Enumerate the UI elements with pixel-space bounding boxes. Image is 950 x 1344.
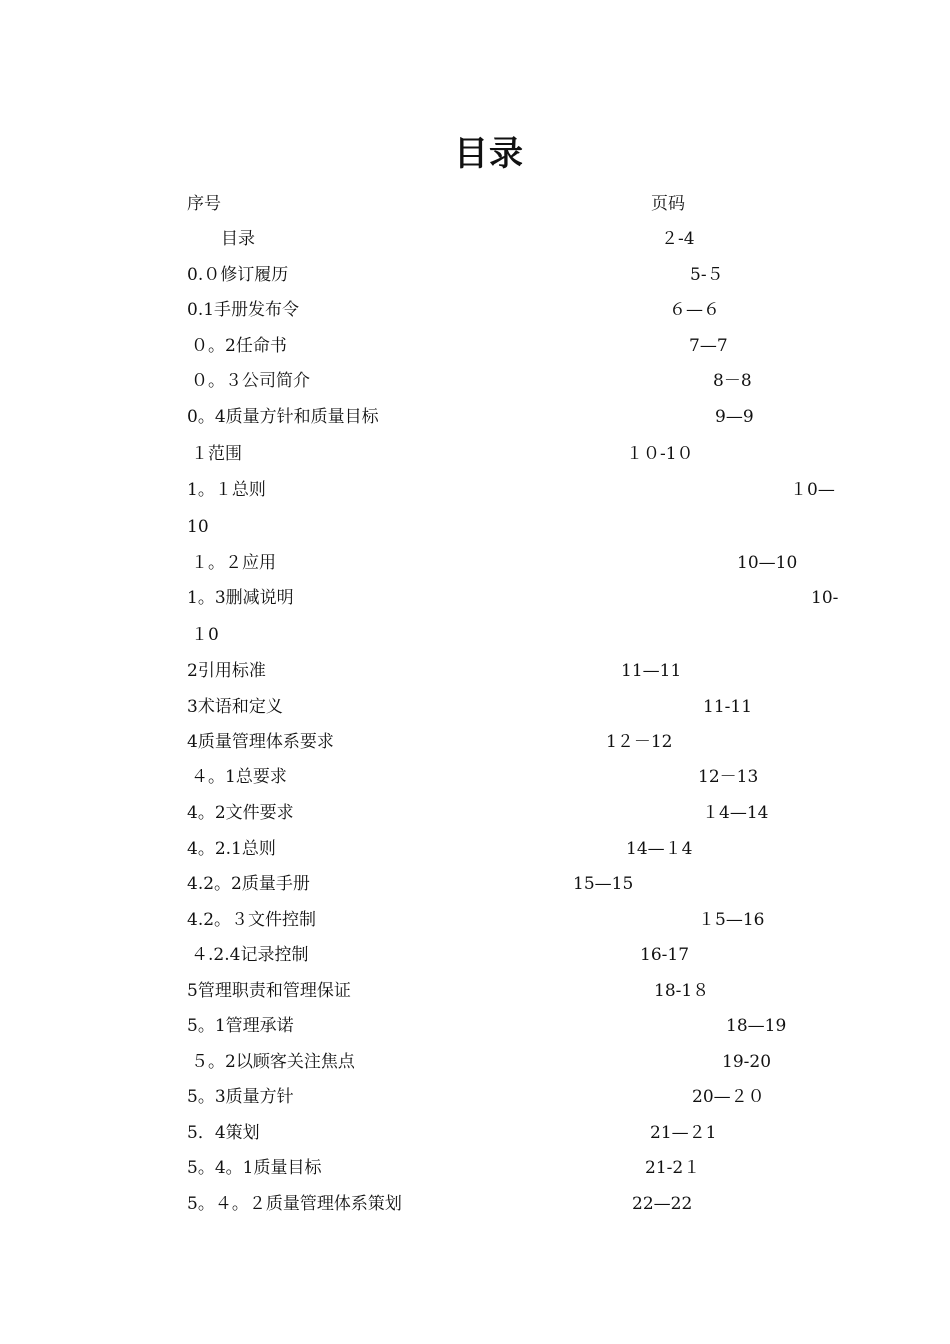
toc-entry-title: 5。3质量方针	[187, 1087, 294, 1107]
toc-entry-pages: 21-2１	[645, 1158, 701, 1178]
toc-entry	[0, 262, 950, 288]
toc-entry	[0, 477, 950, 503]
toc-entry	[0, 1013, 950, 1039]
toc-entry-pages: １0—	[790, 480, 835, 500]
toc-entry-title: 5．4策划	[187, 1123, 260, 1143]
toc-entry-title: １0	[191, 625, 219, 645]
toc-entry-pages: 8－8	[713, 371, 752, 391]
toc-entry-title: 3术语和定义	[187, 697, 283, 717]
toc-entry-pages: 10—10	[737, 553, 798, 573]
toc-entry	[0, 622, 950, 648]
toc-entry-title: ５。2以顾客关注焦点	[191, 1052, 355, 1072]
toc-entry-pages: 11—11	[621, 661, 682, 681]
header-title-col: 序号	[187, 194, 221, 214]
toc-entry	[0, 1049, 950, 1075]
toc-entry	[0, 764, 950, 790]
toc-entry-title: 0。4质量方针和质量目标	[187, 407, 379, 427]
toc-entry	[0, 658, 950, 684]
toc-entry-pages: 9—9	[715, 407, 754, 427]
toc-entry-pages: 15—15	[573, 874, 634, 894]
toc-entry-title: 4。2文件要求	[187, 803, 294, 823]
toc-entry-title: 5。4。1质量目标	[187, 1158, 322, 1178]
toc-entry	[0, 1120, 950, 1146]
toc-entry	[0, 441, 950, 467]
toc-entry	[0, 942, 950, 968]
header-page-col: 页码	[651, 194, 685, 214]
toc-entry-title: 5。４。２质量管理体系策划	[187, 1194, 402, 1214]
toc-entry-pages: 12－13	[698, 767, 759, 787]
toc-entry-title: ４.2.4记录控制	[191, 945, 309, 965]
toc-entry-pages: 20—２０	[692, 1087, 765, 1107]
toc-entry	[0, 978, 950, 1004]
toc-entry-pages: ６—６	[669, 300, 720, 320]
toc-entry	[0, 836, 950, 862]
toc-entry	[0, 1155, 950, 1181]
toc-entry-title: 0.1手册发布令	[187, 300, 300, 320]
toc-entry-title: 2引用标准	[187, 661, 266, 681]
toc-entry	[0, 333, 950, 359]
toc-entry-pages: １０-1０	[626, 444, 694, 464]
toc-entry-title: 4质量管理体系要求	[187, 732, 334, 752]
toc-entry	[0, 297, 950, 323]
toc-entry	[0, 907, 950, 933]
toc-entry	[0, 871, 950, 897]
toc-entry-pages: １5—16	[698, 910, 765, 930]
toc-entry	[0, 1084, 950, 1110]
toc-entry-title: 4。2.1总则	[187, 839, 276, 859]
toc-entry-title: 4.2。３文件控制	[187, 910, 317, 930]
toc-entry	[0, 694, 950, 720]
toc-entry	[0, 585, 950, 611]
toc-entry-pages: 14—１4	[626, 839, 693, 859]
toc-entry-title: 4.2。2质量手册	[187, 874, 310, 894]
toc-entry-pages: ２-4	[661, 229, 695, 249]
toc-entry	[0, 404, 950, 430]
toc-entry-pages: 18-1８	[654, 981, 710, 1001]
toc-entry-pages: 21—２1	[650, 1123, 717, 1143]
toc-entry-title: 5。1管理承诺	[187, 1016, 294, 1036]
toc-entry	[0, 514, 950, 540]
toc-entry-title: 0.０修订履历	[187, 265, 289, 285]
toc-entry	[0, 800, 950, 826]
toc-entry-pages: 18—19	[726, 1016, 787, 1036]
toc-entry-title: 5管理职责和管理保证	[187, 981, 351, 1001]
toc-header	[0, 191, 950, 217]
toc-entry-pages: 1２－12	[606, 732, 673, 752]
toc-entry-pages: 7—7	[689, 336, 728, 356]
toc-entry-title: 1。１总则	[187, 480, 266, 500]
toc-entry-pages: 16-17	[640, 945, 690, 965]
page-title: 目录	[454, 134, 524, 174]
toc-entry-pages: 11-11	[703, 697, 753, 717]
toc-entry	[0, 226, 950, 252]
toc-entry-pages: １4—14	[702, 803, 769, 823]
toc-entry	[0, 368, 950, 394]
toc-entry-pages: 10-	[811, 588, 839, 608]
toc-entry-title: 1。3删减说明	[187, 588, 294, 608]
toc-entry	[0, 1191, 950, 1217]
toc-entry-title: 目录	[221, 229, 255, 249]
toc-entry-title: ０。2任命书	[191, 336, 287, 356]
toc-entry-title: １。２应用	[191, 553, 276, 573]
toc-entry-pages: 19-20	[722, 1052, 772, 1072]
toc-entry-pages: 22—22	[632, 1194, 693, 1214]
toc-entry-title: １范围	[191, 444, 242, 464]
toc-entry-title: ４。1总要求	[191, 767, 287, 787]
toc-entry-title: 10	[187, 517, 209, 537]
toc-entry	[0, 729, 950, 755]
toc-entry	[0, 550, 950, 576]
toc-entry-pages: 5-５	[690, 265, 724, 285]
toc-entry-title: ０。３公司简介	[191, 371, 310, 391]
